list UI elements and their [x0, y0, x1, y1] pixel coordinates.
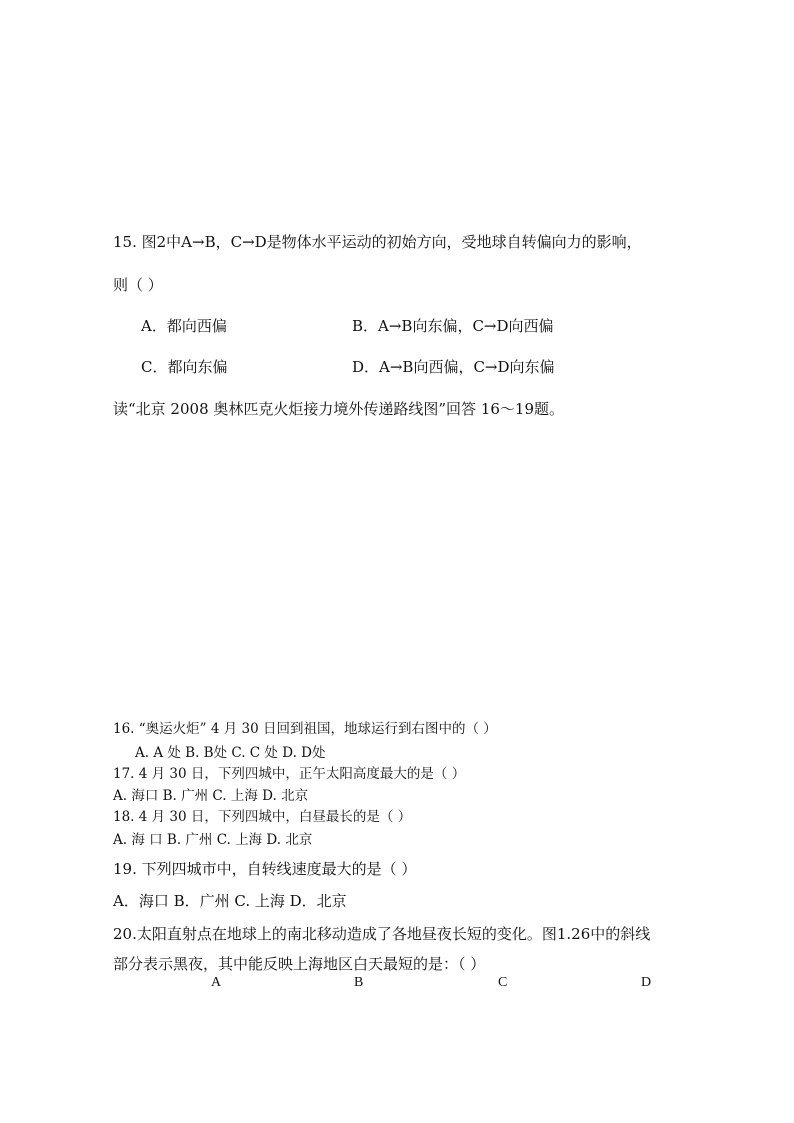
q19-options: A．海口 B．广州 C. 上海 D．北京 [113, 892, 347, 910]
q20-stem-line2: 部分表示黑夜，其中能反映上海地区白天最短的是：（ ） [113, 955, 486, 973]
q16-stem: 16. “奥运火炬” 4 月 30 日回到祖国，地球运行到右图中的（ ） [113, 721, 497, 737]
q20-label-d: D [641, 975, 652, 990]
q18-stem: 18. 4 月 30 日，下列四城中，白昼最长的是（ ） [113, 809, 412, 825]
q20-label-a: A [211, 975, 222, 990]
q15-option-d: D．A→B向西偏，C→D向东偏 [352, 358, 555, 376]
q19-stem: 19. 下列四城市中，自转线速度最大的是（ ） [113, 860, 417, 878]
q15-option-b: B．A→B向东偏，C→D向西偏 [352, 317, 554, 335]
q15-option-c: C．都向东偏 [141, 358, 228, 376]
q16-options: A. A 处 B. B处 C. C 处 D. D处 [135, 745, 326, 761]
q20-stem-line1: 20.太阳直射点在地球上的南北移动造成了各地昼夜长短的变化。图1.26中的斜线 [113, 925, 651, 943]
q18-options: A. 海 口 B. 广州 C. 上海 D. 北京 [113, 832, 313, 848]
q15-option-a: A．都向西偏 [141, 317, 227, 335]
q17-options: A. 海口 B. 广州 C. 上海 D. 北京 [113, 788, 309, 804]
intro-16-19: 读“北京 2008 奥林匹克火炬接力境外传递路线图”回答 16～19题。 [113, 400, 564, 418]
q17-stem: 17. 4 月 30 日，下列四城中，正午太阳高度最大的是（ ） [113, 766, 466, 782]
q15-stem-line2: 则（ ） [113, 276, 163, 294]
q20-label-c: C [498, 975, 508, 990]
q20-label-b: B [354, 975, 364, 990]
q15-stem-line1: 15. 图2中A→B，C→D是物体水平运动的初始方向，受地球自转偏向力的影响， [113, 233, 642, 251]
